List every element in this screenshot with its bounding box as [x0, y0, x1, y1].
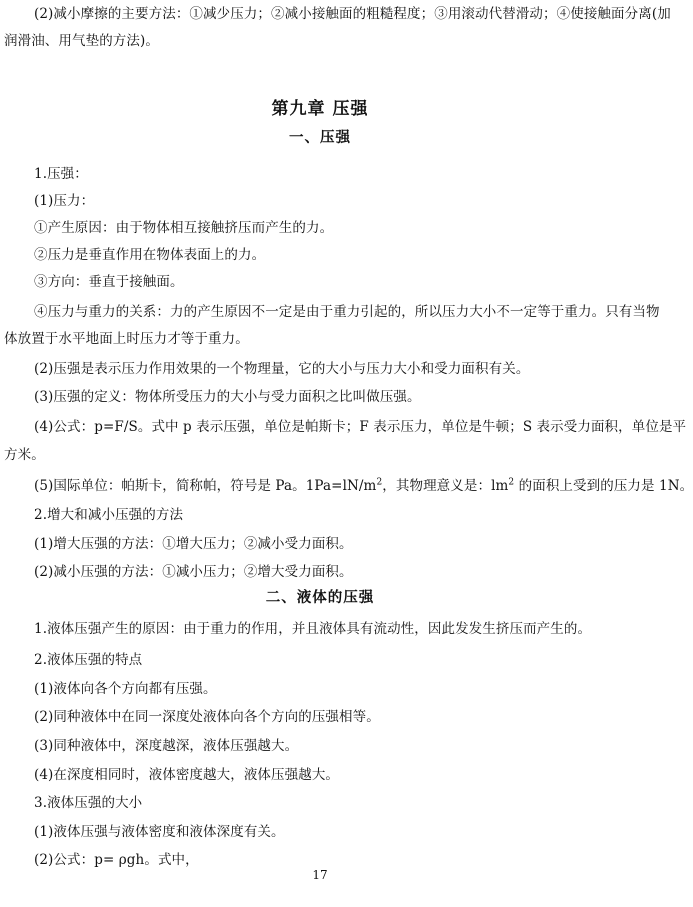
text-line: (1)液体压强与液体密度和液体深度有关。 [34, 824, 285, 840]
text-line: (1)压力： [34, 193, 95, 209]
unit-text-3: 的面积上受到的压力是 1N。 [514, 478, 693, 494]
text-line: (2)压强是表示压力作用效果的一个物理量，它的大小与压力大小和受力面积有关。 [34, 361, 530, 377]
text-line: (4)在深度相同时，液体密度越大，液体压强越大。 [34, 767, 340, 783]
superscript: 2 [376, 477, 383, 488]
text-line: 1.压强： [34, 166, 88, 182]
text-line: (1)液体向各个方向都有压强。 [34, 681, 217, 697]
section-title: 一、压强 [289, 129, 351, 146]
text-line: ①产生原因：由于物体相互接触挤压而产生的力。 [34, 220, 334, 236]
text-line: 2.增大和减小压强的方法 [34, 507, 184, 523]
text-line: (1)增大压强的方法：①增大压力；②减小受力面积。 [34, 536, 353, 552]
unit-text-2: ，其物理意义是：lm [382, 478, 509, 494]
text-line-unit [34, 477, 693, 495]
text-line: 方米。 [4, 447, 45, 463]
text-line: (2)公式：p= ρgh。式中， [34, 852, 199, 868]
text-line: ③方向：垂直于接触面。 [34, 274, 184, 290]
text-line: ②压力是垂直作用在物体表面上的力。 [34, 247, 266, 263]
text-line: 1.液体压强产生的原因：由于重力的作用，并且液体具有流动性，因此发发生挤压而产生的。 [34, 621, 592, 637]
text-line: (3)压强的定义：物体所受压力的大小与受力面积之比叫做压强。 [34, 389, 421, 405]
text-line: 2.液体压强的特点 [34, 652, 143, 668]
chapter-title: 第九章 压强 [271, 99, 369, 119]
text-line: ④压力与重力的关系：力的产生原因不一定是由于重力引起的，所以压力大小不一定等于重力。只有当物 [34, 304, 660, 320]
text-line: 润滑油、用气垫的方法)。 [4, 33, 159, 49]
section-title: 二、液体的压强 [265, 589, 375, 606]
superscript: 2 [508, 477, 515, 488]
text-line: (2)同种液体中在同一深度处液体向各个方向的压强相等。 [34, 709, 380, 725]
page-number: 17 [312, 868, 328, 882]
text-line: (3)同种液体中，深度越深，液体压强越大。 [34, 738, 299, 754]
text-line: (4)公式：p=F/S。式中 p 表示压强，单位是帕斯卡；F 表示压力，单位是牛顿；S 表示受力面积，单位是平 [34, 419, 687, 435]
unit-text-1: (5)国际单位：帕斯卡，简称帕，符号是 Pa。1Pa=lN/m [34, 478, 377, 494]
text-line: (2)减小压强的方法：①减小压力；②增大受力面积。 [34, 564, 353, 580]
text-line: 体放置于水平地面上时压力才等于重力。 [4, 331, 249, 347]
text-line: 3.液体压强的大小 [34, 795, 143, 811]
text-line: (2)减小摩擦的主要方法：①减少压力；②减小接触面的粗糙程度；③用滚动代替滑动；④使接触面分离(加 [34, 6, 671, 22]
